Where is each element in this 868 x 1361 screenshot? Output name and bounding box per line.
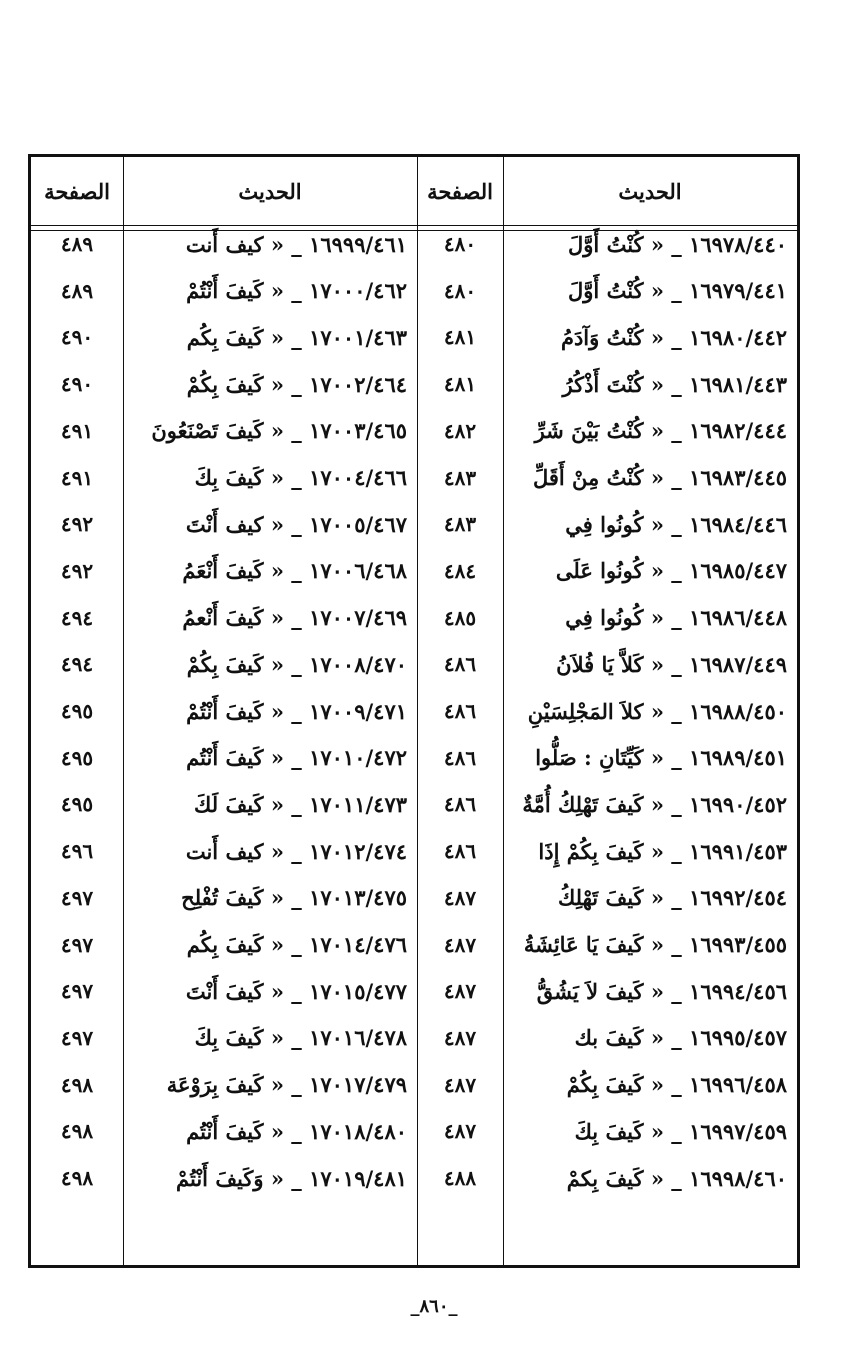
table-row <box>31 595 797 641</box>
cell-page-right: ٤٨٠ <box>443 278 477 303</box>
cell-hadith-left: ١٧٠١٩/٤٨١ _ « وَكَيفَ أَنْتُمْ <box>176 1165 407 1191</box>
cell-page-left: ٤٩٥ <box>60 745 94 770</box>
table-row <box>31 922 797 968</box>
cell-hadith-right: ١٦٩٧٩/٤٤١ _ « كُنْتُ أَوَّلَ <box>568 278 787 304</box>
cell-hadith-right: ١٦٩٨٨/٤٥٠ _ « كلاَ المَجْلِسَيْنِ <box>527 698 787 724</box>
table-row <box>31 735 797 781</box>
cell-hadith-right: ١٦٩٨٦/٤٤٨ _ « كُونُوا فِي <box>565 605 787 631</box>
cell-hadith-right: ١٦٩٩٦/٤٥٨ _ « كَيفَ بِكُمْ <box>566 1072 787 1098</box>
cell-page-right: ٤٨٧ <box>443 885 477 910</box>
cell-hadith-left: ١٧٠٠٧/٤٦٩ _ « كَيفَ أَنْعمُ <box>182 605 407 631</box>
index-table <box>28 154 800 1268</box>
cell-page-right: ٤٨٦ <box>443 839 477 864</box>
cell-page-right: ٤٨٥ <box>443 605 477 630</box>
cell-hadith-right: ١٦٩٧٨/٤٤٠ _ « كُنْتُ أَوَّلَ <box>568 231 787 257</box>
cell-page-right: ٤٨٣ <box>443 465 477 490</box>
cell-page-right: ٤٨٧ <box>443 1072 477 1097</box>
header-page-left: الصفحة <box>44 178 110 204</box>
cell-hadith-left: ١٧٠٠٩/٤٧١ _ « كَيفَ أَنْتُمْ <box>186 698 407 724</box>
cell-page-left: ٤٩٠ <box>60 372 94 397</box>
cell-hadith-right: ١٦٩٨٣/٤٤٥ _ « كُنْتُ مِنْ أَقَلِّ <box>532 465 787 490</box>
cell-page-right: ٤٨٦ <box>443 652 477 677</box>
table-row <box>31 314 797 360</box>
cell-page-right: ٤٨٧ <box>443 979 477 1004</box>
header-hadith-left: الحديث <box>238 178 302 204</box>
cell-hadith-left: ١٧٠١٦/٤٧٨ _ « كَيفَ بِكَ <box>194 1025 407 1051</box>
cell-page-right: ٤٨٧ <box>443 1025 477 1050</box>
page-number: _٨٦٠_ <box>410 1296 458 1317</box>
cell-page-left: ٤٩١ <box>60 465 94 490</box>
cell-hadith-left: ١٧٠٠٤/٤٦٦ _ « كَيفَ بِكَ <box>194 465 407 490</box>
cell-page-left: ٤٩٨ <box>60 1119 94 1144</box>
cell-page-left: ٤٩٧ <box>60 1025 94 1050</box>
table-row <box>31 501 797 547</box>
cell-page-right: ٤٨٦ <box>443 699 477 723</box>
cell-hadith-right: ١٦٩٨٤/٤٤٦ _ « كُونُوا فِي <box>565 511 787 537</box>
cell-page-left: ٤٩٤ <box>60 652 94 677</box>
cell-page-left: ٤٩٥ <box>60 792 94 817</box>
cell-page-right: ٤٨٠ <box>443 232 477 256</box>
table-row <box>31 548 797 594</box>
cell-page-left: ٤٩٤ <box>60 605 94 630</box>
cell-hadith-right: ١٦٩٩٥/٤٥٧ _ « كَيفَ بك <box>574 1025 787 1051</box>
cell-hadith-right: ١٦٩٨١/٤٤٣ _ « كُنْتَ أَذْكُرُ <box>562 371 787 397</box>
cell-hadith-left: ١٧٠٠٠/٤٦٢ _ « كَيفَ أَنْتُمْ <box>186 278 407 304</box>
cell-page-right: ٤٨١ <box>443 372 477 397</box>
cell-hadith-left: ١٧٠٠٣/٤٦٥ _ « كَيفَ تَصْنَعُونَ <box>151 418 407 444</box>
table-row <box>31 641 797 687</box>
cell-hadith-left: ١٧٠١٢/٤٧٤ _ « كيف أَنت <box>185 838 407 864</box>
cell-page-right: ٤٨٨ <box>443 1166 477 1190</box>
cell-page-left: ٤٩٨ <box>60 1166 94 1190</box>
cell-page-left: ٤٨٩ <box>60 232 94 256</box>
table-row <box>31 875 797 921</box>
cell-hadith-left: ١٧٠٠٨/٤٧٠ _ « كَيفَ بِكُمْ <box>186 651 407 677</box>
table-row <box>31 221 797 267</box>
table-row <box>31 688 797 734</box>
cell-page-left: ٤٩٧ <box>60 885 94 910</box>
table-row <box>31 1155 797 1201</box>
table-row <box>31 828 797 874</box>
cell-hadith-right: ١٦٩٨٩/٤٥١ _ « كَيِّتَانِ : صَلُّوا <box>535 745 787 771</box>
cell-hadith-left: ١٦٩٩٩/٤٦١ _ « كيف أَنت <box>185 231 407 257</box>
cell-page-right: ٤٨١ <box>443 325 477 350</box>
cell-page-left: ٤٩٧ <box>60 932 94 957</box>
table-row <box>31 408 797 454</box>
cell-hadith-right: ١٦٩٨٧/٤٤٩ _ « كَلاَّ يَا فُلاَنُ <box>556 651 787 677</box>
cell-hadith-left: ١٧٠١١/٤٧٣ _ « كَيفَ لَكَ <box>194 791 407 817</box>
cell-page-left: ٤٩٢ <box>60 512 94 537</box>
cell-hadith-left: ١٧٠٠٢/٤٦٤ _ « كَيفَ بِكُمْ <box>186 371 407 397</box>
cell-page-left: ٤٩٨ <box>60 1072 94 1097</box>
cell-page-left: ٤٩١ <box>60 418 94 443</box>
cell-hadith-left: ١٧٠١٨/٤٨٠ _ « كَيفَ أَنْتُم <box>186 1118 407 1144</box>
table-row <box>31 968 797 1014</box>
table-row <box>31 1108 797 1154</box>
cell-page-left: ٤٨٩ <box>60 278 94 303</box>
cell-page-left: ٤٩٦ <box>60 839 94 864</box>
cell-hadith-left: ١٧٠١٣/٤٧٥ _ « كَيفَ تُفْلِح <box>181 885 407 911</box>
cell-hadith-right: ١٦٩٨٠/٤٤٢ _ « كُنْتُ وَآدَمُ <box>560 324 787 350</box>
cell-hadith-right: ١٦٩٩٤/٤٥٦ _ « كَيفَ لاَ يَشُقُّ <box>536 978 787 1004</box>
header-hadith-right: الحديث <box>618 178 682 204</box>
cell-hadith-right: ١٦٩٩٠/٤٥٢ _ « كَيفَ تَهْلِكُ أُمَّةٌ <box>522 791 787 817</box>
cell-hadith-right: ١٦٩٩٧/٤٥٩ _ « كَيفَ بِكَ <box>574 1118 787 1144</box>
table-row <box>31 1062 797 1108</box>
table-row <box>31 1015 797 1061</box>
cell-hadith-right: ١٦٩٩١/٤٥٣ _ « كَيفَ بِكُمْ إِذَا <box>538 838 787 864</box>
cell-page-right: ٤٨٤ <box>443 558 477 583</box>
cell-hadith-left: ١٧٠١٤/٤٧٦ _ « كَيفَ بِكُم <box>186 932 407 957</box>
table-row <box>31 361 797 407</box>
cell-hadith-left: ١٧٠٠١/٤٦٣ _ « كَيفَ بِكُم <box>186 324 407 350</box>
cell-hadith-right: ١٦٩٩٢/٤٥٤ _ « كَيفَ تَهْلِكُ <box>557 885 787 911</box>
cell-hadith-left: ١٧٠٠٦/٤٦٨ _ « كَيفَ أَنْعَمُ <box>182 558 407 584</box>
cell-hadith-right: ١٦٩٨٢/٤٤٤ _ « كُنْتُ بَيْنَ شَرِّ <box>534 418 787 444</box>
table-row <box>31 455 797 501</box>
cell-page-left: ٤٩٠ <box>60 325 94 350</box>
cell-hadith-right: ١٦٩٩٣/٤٥٥ _ « كَيفَ يَا عَائِشَةُ <box>523 932 787 957</box>
cell-hadith-left: ١٧٠١٠/٤٧٢ _ « كَيفَ أَنْتُم <box>186 745 407 771</box>
cell-page-left: ٤٩٢ <box>60 558 94 583</box>
cell-page-left: ٤٩٧ <box>60 979 94 1004</box>
cell-hadith-left: ١٧٠٠٥/٤٦٧ _ « كيف أَنْتَ <box>185 511 407 537</box>
cell-page-right: ٤٨٦ <box>443 745 477 770</box>
cell-page-right: ٤٨٣ <box>443 512 477 537</box>
cell-hadith-left: ١٧٠١٧/٤٧٩ _ « كَيفَ بِرَوْعَة <box>166 1072 407 1098</box>
cell-hadith-left: ١٧٠١٥/٤٧٧ _ « كَيفَ أَنْتَ <box>185 978 407 1004</box>
cell-page-right: ٤٨٧ <box>443 932 477 957</box>
cell-hadith-right: ١٦٩٩٨/٤٦٠ _ « كَيفَ بِكمْ <box>566 1165 787 1191</box>
cell-page-left: ٤٩٥ <box>60 699 94 723</box>
cell-hadith-right: ١٦٩٨٥/٤٤٧ _ « كُونُوا عَلَى <box>555 558 787 584</box>
table-row <box>31 781 797 827</box>
header-page-right: الصفحة <box>427 178 493 204</box>
cell-page-right: ٤٨٧ <box>443 1119 477 1144</box>
table-row <box>31 268 797 314</box>
cell-page-right: ٤٨٢ <box>443 418 477 443</box>
cell-page-right: ٤٨٦ <box>443 792 477 817</box>
